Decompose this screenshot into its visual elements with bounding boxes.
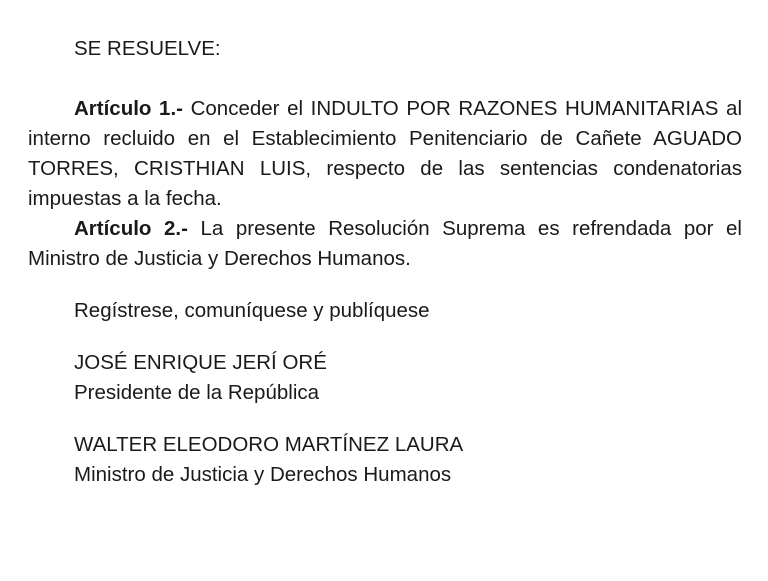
closing-formula: Regístrese, comuníquese y publíquese: [74, 299, 430, 322]
signatory-1-name: JOSÉ ENRIQUE JERÍ ORÉ: [74, 351, 327, 374]
article-1-paragraph: [28, 94, 742, 214]
article-2-label: Artículo 2.-: [74, 217, 188, 240]
signatory-2-name: WALTER ELEODORO MARTÍNEZ LAURA: [74, 433, 464, 456]
signatory-2-title: Ministro de Justicia y Derechos Humanos: [74, 463, 452, 486]
article-2-paragraph: [28, 214, 742, 274]
spacer-after-heading: [28, 64, 742, 94]
resolution-heading: SE RESUELVE:: [74, 37, 221, 60]
article-2-text: La presente Resolución Suprema es refrendada por el Ministro de Justicia y Derechos Humanos.: [28, 217, 742, 270]
document-body: [28, 0, 742, 490]
article-1-label: Artículo 1.-: [74, 97, 183, 120]
top-spacer: [28, 0, 742, 34]
signatory-1-title: Presidente de la República: [74, 381, 320, 404]
spacer-before-signatory-2: [28, 408, 742, 430]
spacer-before-closing: [28, 274, 742, 296]
spacer-before-signatory-1: [28, 326, 742, 348]
article-1-text: Conceder el INDULTO POR RAZONES HUMANITARIAS al interno recluido en el Establecimiento Penitenciario de Cañete AGUADO TORRES, CRISTHIAN LUIS, respecto de las sentencias condenatorias impuestas a la fecha.: [28, 97, 742, 210]
